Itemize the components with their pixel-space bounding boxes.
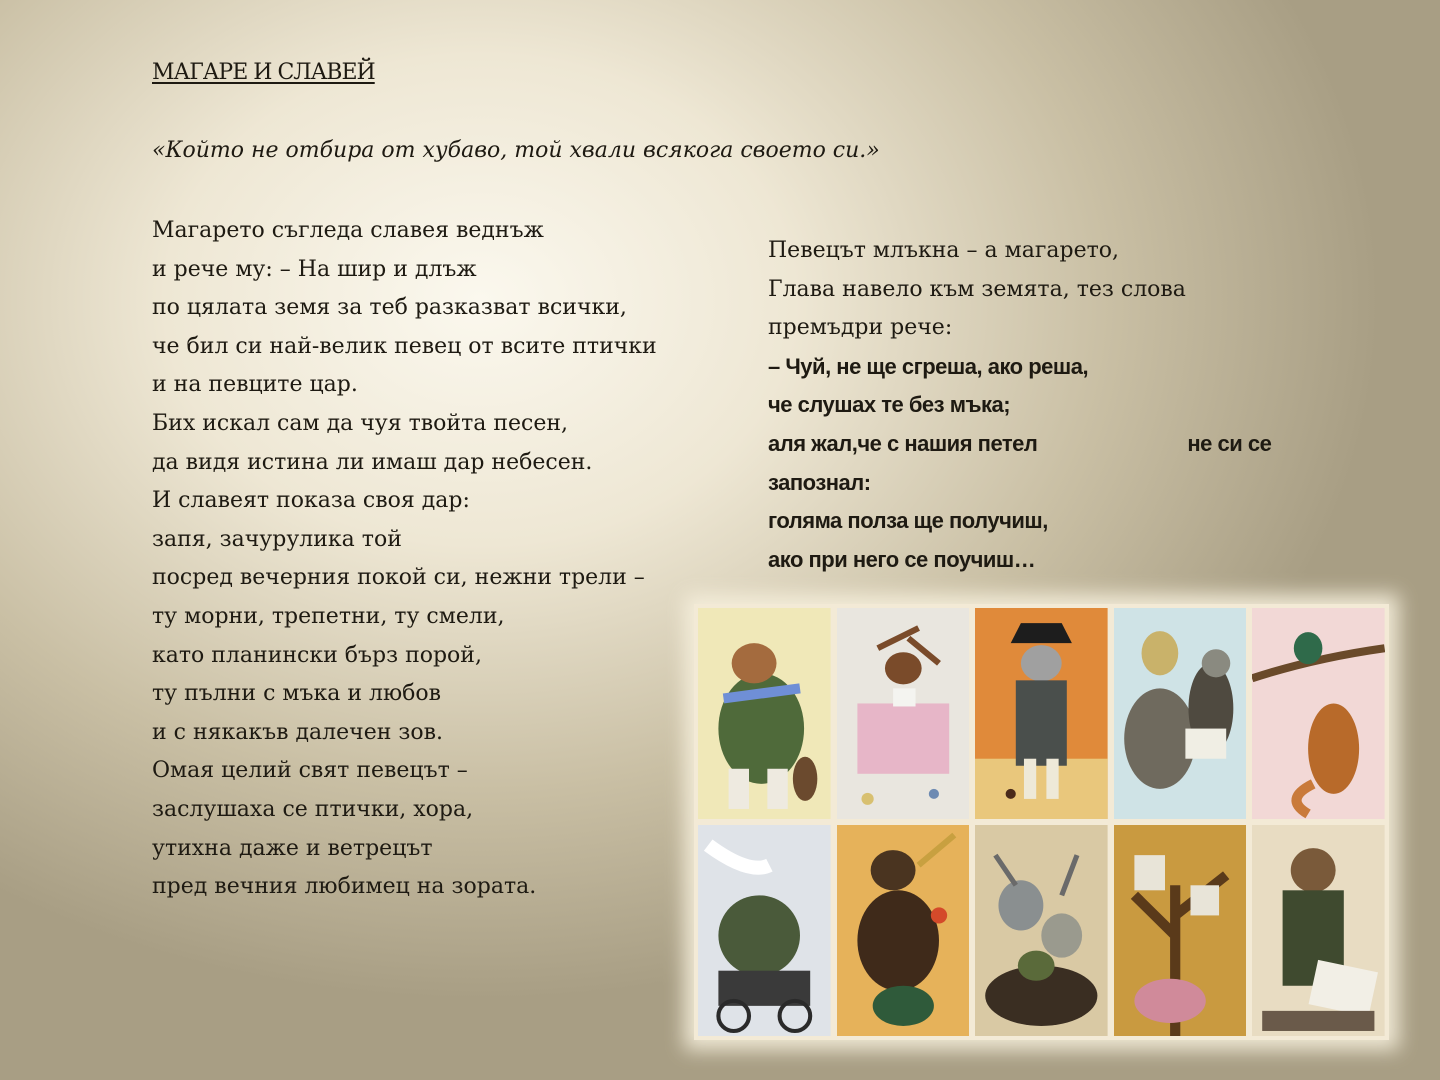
page-title: МАГАРЕ И СЛАВЕЙ: [152, 60, 375, 85]
illustration-general-dog: [698, 608, 831, 819]
poem-line: и на певците цар.: [152, 372, 358, 398]
poem-line: посред вечерния покой си, нежни трели –: [152, 565, 645, 591]
poem-line: и с някакъв далечен зов.: [152, 719, 444, 745]
poem-line: ту морни, трепетни, ту смели,: [152, 603, 505, 629]
poem-line: Магарето съгледа славея веднъж: [152, 218, 544, 243]
illustration-crane-wagon: [698, 825, 831, 1036]
poem-line: запя, зачурулика той: [152, 526, 402, 552]
poem-line: И славеят показа своя дар:: [152, 488, 470, 514]
poem-line-bold: запознал:: [768, 469, 871, 495]
poem-line: и рече му: – На шир и длъж: [152, 256, 477, 282]
poem-line-bold: голяма полза ще получиш,: [768, 508, 1048, 534]
illustration-mice-nest: [975, 825, 1108, 1036]
right-stanza: [768, 232, 1288, 579]
poem-line-bold: че слушах те без мъка;: [768, 392, 1011, 418]
poem-line: че бил си най-велик певец от всите птички: [152, 333, 657, 359]
illustration-forest-tree: [1114, 825, 1247, 1036]
illustration-gallery: [694, 604, 1389, 1040]
poem-line: като планински бърз порой,: [152, 642, 482, 668]
poem-line: утихна даже и ветрецът: [152, 835, 433, 861]
poem-line: Омая целий свят певецът –: [152, 758, 468, 784]
poem-line: ту пълни с мъка и любов: [152, 681, 442, 707]
illustration-napoleon-cat: [975, 608, 1108, 819]
poem-line-bold: [768, 425, 1288, 464]
illustration-fox-tree: [1252, 608, 1385, 819]
poem-line: да видя истина ли имаш дар небесен.: [152, 449, 593, 475]
poem-line: премъдри рече:: [768, 315, 953, 341]
left-stanza: [152, 212, 657, 907]
poem-line-part: аля жал,че с нашия петел: [768, 430, 1038, 456]
poem-line-bold: ако при него се поучиш…: [768, 546, 1036, 572]
poem-line: заслушаха се птички, хора,: [152, 796, 474, 822]
illustration-monkey-table: [837, 608, 970, 819]
poem-line-bold: – Чуй, не ще сгреша, ако реша,: [768, 353, 1089, 379]
illustration-goat-lady: [1114, 608, 1247, 819]
poem-line: по цялата земя за теб разказват всички,: [152, 295, 627, 321]
poem-line: пред вечния любимец на зората.: [152, 874, 537, 900]
poem-line-part: не си се: [1187, 430, 1272, 456]
poem-line: Бих искал сам да чуя твойта песен,: [152, 410, 569, 436]
poem-line: Глава навело към земята, тез слова: [768, 276, 1186, 302]
illustration-bear-musician: [837, 825, 970, 1036]
epigraph: «Който не отбира от хубаво, той хвали всякога своето си.»: [152, 138, 880, 163]
illustration-cat-clerk: [1252, 825, 1385, 1036]
poem-line: Певецът млъкна – а магарето,: [768, 238, 1120, 263]
